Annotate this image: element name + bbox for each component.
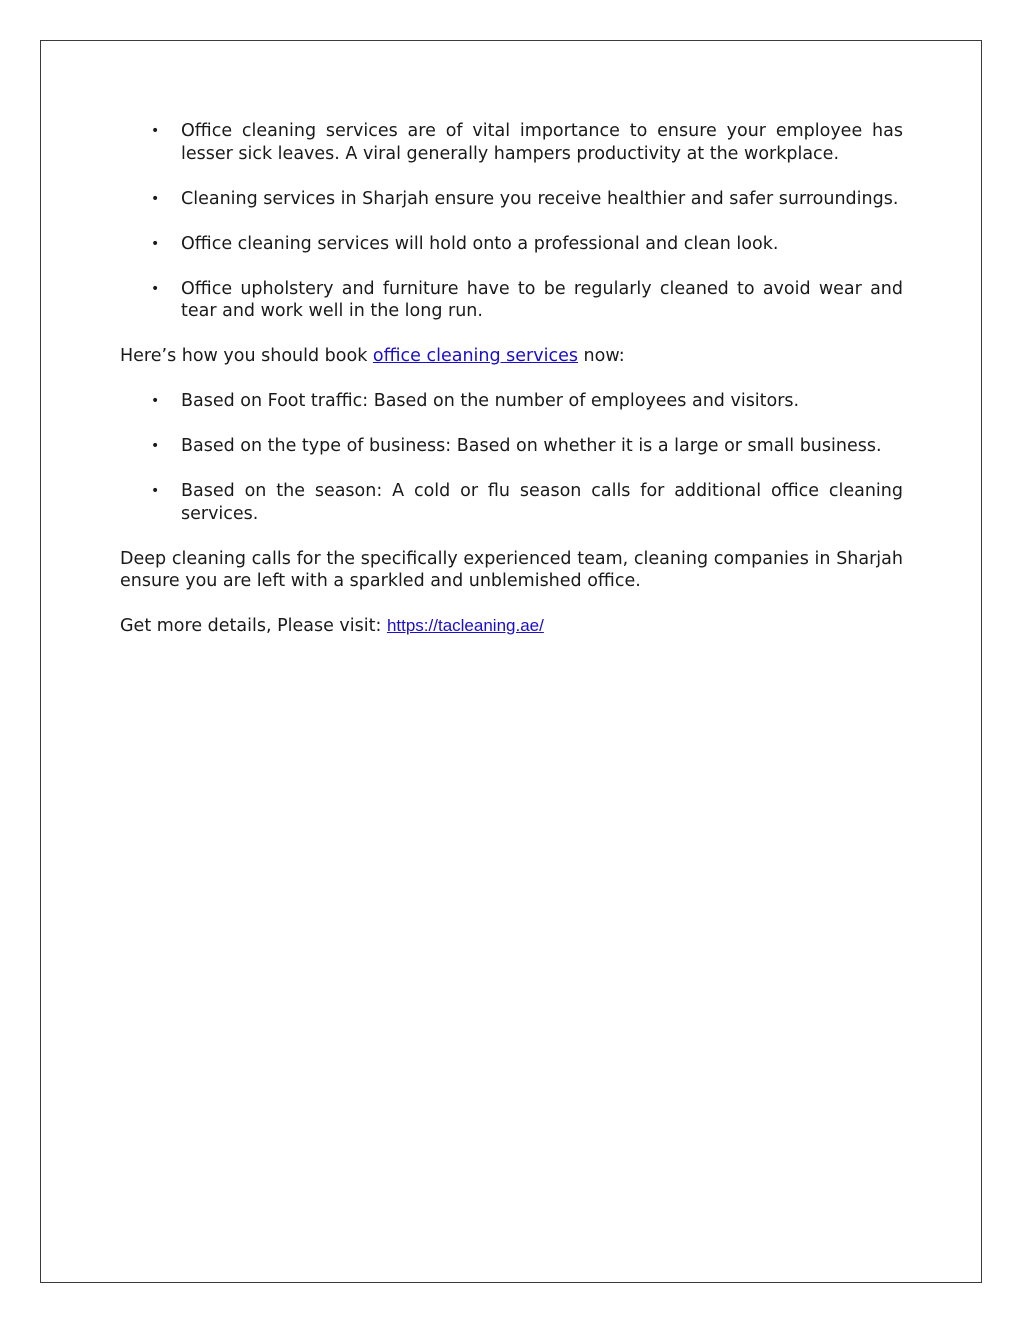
bullet-icon: • <box>151 483 160 499</box>
list-item <box>120 390 903 413</box>
importance-bullet-list <box>120 120 903 323</box>
list-item <box>120 120 903 165</box>
booking-intro-suffix: now: <box>577 346 625 366</box>
list-item <box>120 278 903 323</box>
list-item-text: Based on the type of business: Based on whether it is a large or small business. <box>181 436 882 456</box>
details-label: Get more details, Please visit: <box>120 616 387 636</box>
list-item-text: Office cleaning services will hold onto a professional and clean look. <box>181 233 779 254</box>
bullet-icon: • <box>151 123 160 139</box>
booking-intro-text: Here’s how you should book <box>120 346 373 366</box>
bullet-icon: • <box>151 235 160 252</box>
office-cleaning-services-link[interactable]: office cleaning services <box>372 346 578 366</box>
list-item-text: Office upholstery and furniture have to be regularly cleaned to avoid wear and tear and work well in the long run. <box>181 278 903 321</box>
list-item <box>120 188 903 211</box>
list-item-text: Based on Foot traffic: Based on the number of employees and visitors. <box>181 391 800 411</box>
details-paragraph <box>120 615 903 638</box>
bullet-icon: • <box>151 190 160 207</box>
booking-bullet-list <box>120 390 903 525</box>
list-item-text: Office cleaning services are of vital importance to ensure your employee has lesser sick leaves. A viral generally hampers productivity at the workplace. <box>181 121 903 164</box>
booking-intro-paragraph <box>120 345 903 368</box>
list-item-text: Cleaning services in Sharjah ensure you receive healthier and safer surroundings. <box>181 188 899 209</box>
bullet-icon: • <box>151 438 160 454</box>
list-item <box>120 435 903 458</box>
website-link[interactable]: https://tacleaning.ae/ <box>386 616 544 635</box>
bullet-icon: • <box>151 280 160 297</box>
deep-cleaning-paragraph: Deep cleaning calls for the specifically experienced team, cleaning companies in Sharjah ensure you are left with a sparkled and unblemished office. <box>120 548 903 591</box>
list-item <box>120 233 903 256</box>
list-item-text: Based on the season: A cold or flu season calls for additional office cleaning services. <box>181 481 903 524</box>
bullet-icon: • <box>151 393 160 409</box>
list-item <box>120 480 903 525</box>
document-body <box>120 120 903 660</box>
